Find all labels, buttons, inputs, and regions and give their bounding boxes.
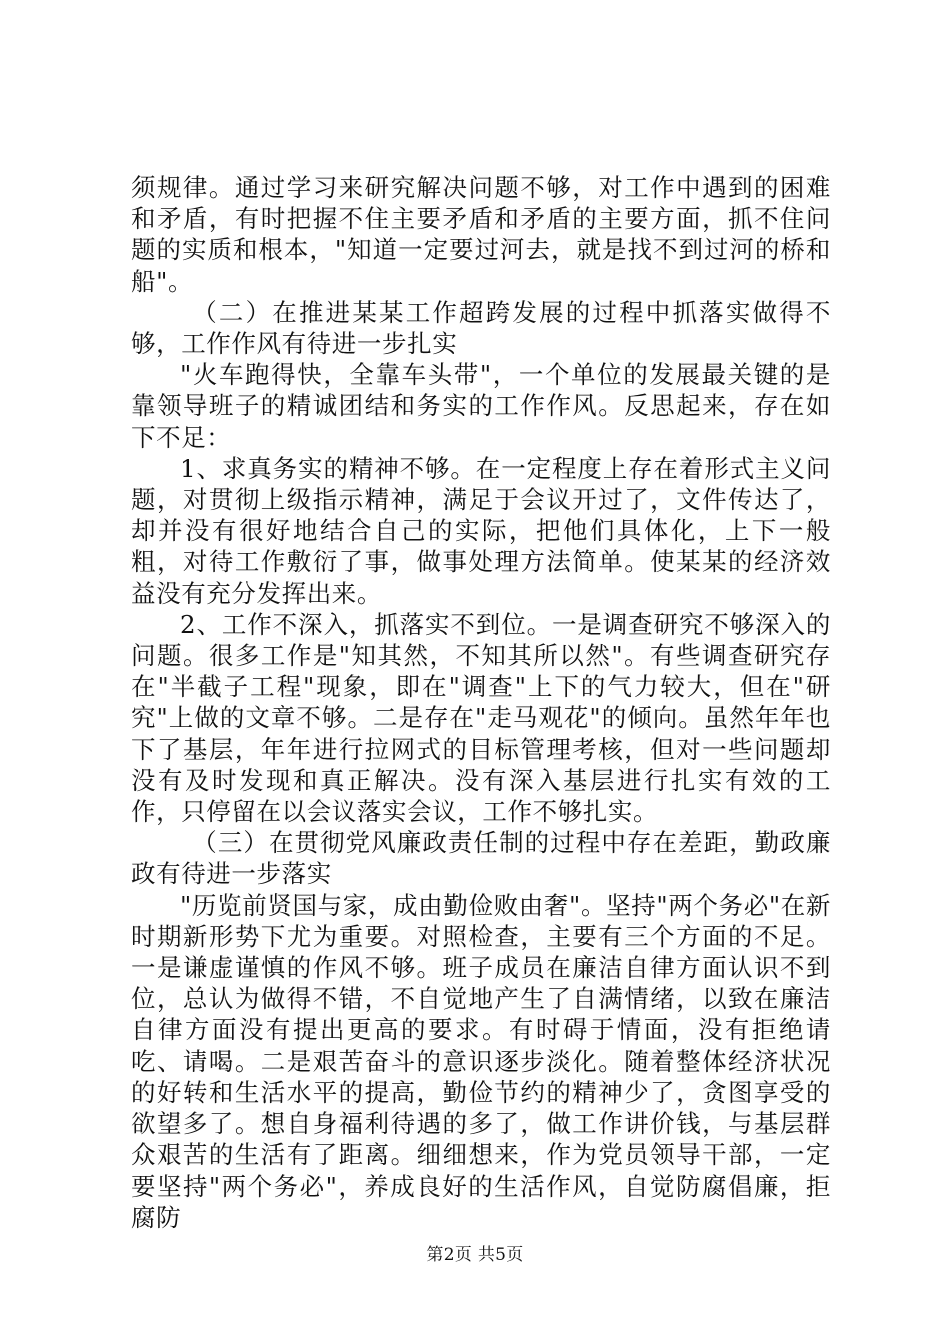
section-heading-3: （三）在贯彻党风廉政责任制的过程中存在差距，勤政廉政有待进一步落实 [131, 828, 831, 889]
paragraph-continuation: 须规律。通过学习来研究解决问题不够，对工作中遇到的困难和矛盾，有时把握不住主要矛盾和矛盾的主要方面，抓不住问题的实质和根本，"知道一定要过河去，就是找不到过河的桥和船"。 [131, 173, 831, 296]
page-footer [0, 1244, 950, 1266]
paragraph-intro: "火车跑得快，全靠车头带"，一个单位的发展最关键的是靠领导班子的精诚团结和务实的工作作风。反思起来，存在如下不足： [131, 360, 831, 452]
section-heading-2: （二）在推进某某工作超跨发展的过程中抓落实做得不够，工作作风有待进一步扎实 [131, 297, 831, 359]
page-number-label: 第2页 共5页 [426, 1245, 524, 1265]
paragraph-section-3: "历览前贤国与家，成由勤俭败由奢"。坚持"两个务必"在新时期新形势下尤为重要。对照检查，主要有三个方面的不足。一是谦虚谨慎的作风不够。班子成员在廉洁自律方面认识不到位，总认为做得不错，不自觉地产生了自满情绪，以致在廉洁自律方面没有提出更高的要求。有时碍于情面，没有拒绝请吃、请喝。二是艰苦奋斗的意识逐步淡化。随着整体经济状况的好转和生活水平的提高，勤俭节约的精神少了，贪图享受的欲望多了。想自身福利待遇的多了，做工作讲价钱，与基层群众艰苦的生活有了距离。细细想来，作为党员领导干部，一定要坚持"两个务必"，养成良好的生活作风，自觉防腐倡廉，拒腐防 [131, 890, 831, 1232]
paragraph-item-2: 2、工作不深入，抓落实不到位。一是调查研究不够深入的问题。很多工作是"知其然，不知其所以然"。有些调查研究存在"半截子工程"现象，即在"调查"上下的气力较大，但在"研究"上做的文章不够。二是存在"走马观花"的倾向。虽然年年也下了基层，年年进行拉网式的目标管理考核，但对一些问题却没有及时发现和真正解决。没有深入基层进行扎实有效的工作，只停留在以会议落实会议，工作不够扎实。 [131, 609, 831, 827]
document-body [131, 172, 831, 1233]
paragraph-item-1: 1、求真务实的精神不够。在一定程度上存在着形式主义问题，对贯彻上级指示精神，满足于会议开过了，文件传达了，却并没有很好地结合自己的实际，把他们具体化，上下一般粗，对待工作敷衍了事，做事处理方法简单。使某某的经济效益没有充分发挥出来。 [131, 453, 831, 608]
